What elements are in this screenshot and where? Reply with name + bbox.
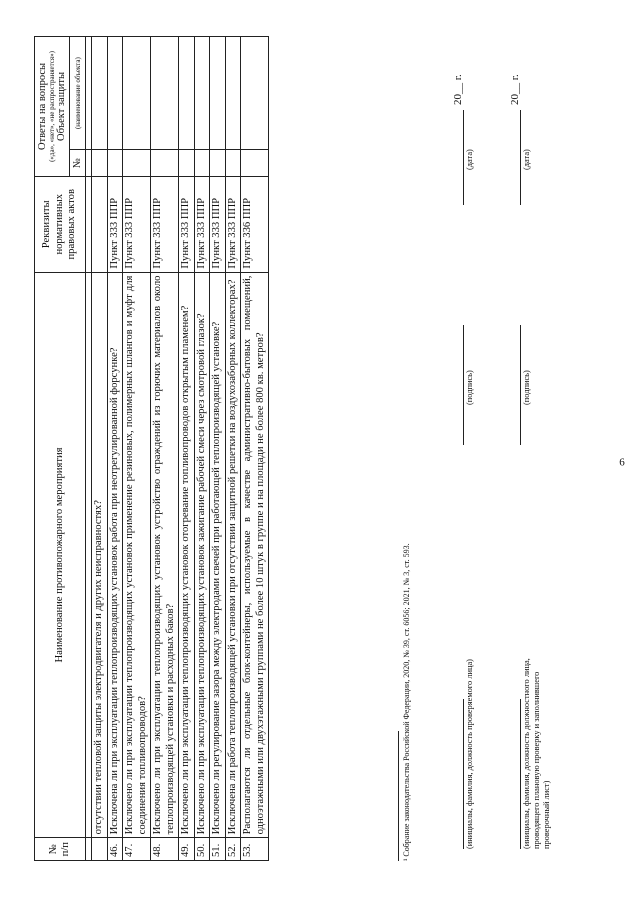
date-line-1 (463, 110, 464, 205)
answer-cell[interactable] (123, 150, 151, 177)
name-line-2 (520, 699, 521, 849)
signature-line-2 (520, 325, 521, 445)
signatory-2-caption: (инициалы, фамилия, должность должностного лица, проводящего плановую проверку и заполнившего проверочный лист) (522, 658, 551, 849)
header-num: № п/п (35, 838, 86, 861)
row-reference: Пункт 333 ППР (194, 176, 210, 272)
header-name: Наименование противопожарного мероприятия (35, 272, 86, 838)
row-number: 46. (107, 838, 123, 861)
header-answers (35, 37, 70, 177)
year-1: 20__ г. (452, 74, 464, 105)
table-row (123, 37, 151, 861)
object-cell[interactable] (107, 37, 123, 150)
object-cell[interactable] (194, 37, 210, 150)
row-reference: Пункт 333 ППР (225, 176, 241, 272)
row-number: 50. (194, 838, 210, 861)
row-question: Исключена ли работа теплопроизводящей установки при отсутствии защитной решетки на воздухозаборных коллекторах? (225, 272, 241, 838)
row-reference: Пункт 333 ППР (123, 176, 151, 272)
row-reference: Пункт 333 ППР (107, 176, 123, 272)
table-row (179, 37, 195, 861)
table-row (194, 37, 210, 861)
object-label: Объект защиты (56, 71, 67, 142)
row-number: 53. (241, 838, 269, 861)
row-question: Исключено ли при эксплуатации теплопроизводящих установок устройство ограждений из горючих материалов около теплопроизводящей установки и расходных баков? (151, 272, 179, 838)
row-question: Исключена ли при эксплуатации теплопроизводящих установок работа при неотрегулированной форсунке? (107, 272, 123, 838)
checklist-table (34, 36, 269, 861)
table-row (241, 37, 269, 861)
date-2-caption: (дата) (522, 149, 531, 170)
signatory-1-caption: (инициалы, фамилия, должность проверяемого лица) (465, 659, 474, 849)
answers-options: («да», «нет», «не распространяется») (48, 51, 56, 162)
signature-1-caption: (подпись) (465, 370, 474, 405)
table-row (151, 37, 179, 861)
row-number: 48. (151, 838, 179, 861)
row-number: 51. (210, 838, 226, 861)
answer-cell[interactable] (210, 150, 226, 177)
object-cell[interactable] (241, 37, 269, 150)
header-object-name (70, 37, 86, 150)
header-object-no: № (70, 150, 86, 177)
signature-line-1 (463, 325, 464, 445)
object-cell[interactable] (123, 37, 151, 150)
answer-cell[interactable] (179, 150, 195, 177)
row-reference: Пункт 333 ППР (179, 176, 195, 272)
footnote: ¹ Собрание законодательства Российской Федерации, 2020, № 39, ст. 6056; 2021, № 3, ст. 593. (402, 543, 411, 861)
object-cell[interactable] (151, 37, 179, 150)
row-reference: Пункт 333 ППР (151, 176, 179, 272)
answers-title: Ответы на вопросы (37, 62, 48, 151)
date-line-2 (520, 110, 521, 205)
answer-cell[interactable] (241, 150, 269, 177)
object-cell[interactable] (179, 37, 195, 150)
object-name-caption: (наименование объекта) (73, 57, 82, 130)
table-row (225, 37, 241, 861)
table-row (210, 37, 226, 861)
answer-cell[interactable] (151, 150, 179, 177)
page-number: 6 (619, 456, 625, 469)
answer-cell[interactable] (225, 150, 241, 177)
year-2: 20__ г. (509, 74, 521, 105)
row-question: Исключено ли при эксплуатации теплопроизводящих установок зажигание рабочей смеси через смотровой глазок? (194, 272, 210, 838)
row-number: 52. (225, 838, 241, 861)
header-requisites: Реквизиты нормативных правовых актов (35, 176, 86, 272)
row-question: Исключено ли при эксплуатации теплопроизводящих установок применение резиновых, полимерных шлангов и муфт для соединения топливопроводов? (123, 272, 151, 838)
table-row (107, 37, 123, 861)
table-header-row (35, 37, 70, 861)
date-1-caption: (дата) (465, 149, 474, 170)
row-question: Исключено ли при эксплуатации теплопроизводящих установок отогревание топливопроводов открытым пламенем? (179, 272, 195, 838)
footnote-rule (398, 731, 399, 861)
answer-cell[interactable] (107, 150, 123, 177)
name-line-1 (463, 699, 464, 849)
signature-2-caption: (подпись) (522, 370, 531, 405)
answer-cell[interactable] (92, 150, 108, 177)
continuation-text: отсутствии тепловой защиты электродвигателя и других неисправностях? (92, 272, 108, 838)
table-row (92, 37, 108, 861)
row-reference: Пункт 336 ППР (241, 176, 269, 272)
row-question: Располагаются ли отдельные блок-контейнеры, используемые в качестве административно-бытовых помещений, одноэтажными или двухэтажными группами не более 10 штук в группе и на площади не более 800 кв. метров? (241, 272, 269, 838)
row-number: 47. (123, 838, 151, 861)
object-cell[interactable] (225, 37, 241, 150)
object-cell[interactable] (210, 37, 226, 150)
row-question: Исключено ли регулирование зазора между электродами свечей при работающей теплопроизводящей установке? (210, 272, 226, 838)
row-number: 49. (179, 838, 195, 861)
answer-cell[interactable] (194, 150, 210, 177)
row-reference: Пункт 333 ППР (210, 176, 226, 272)
